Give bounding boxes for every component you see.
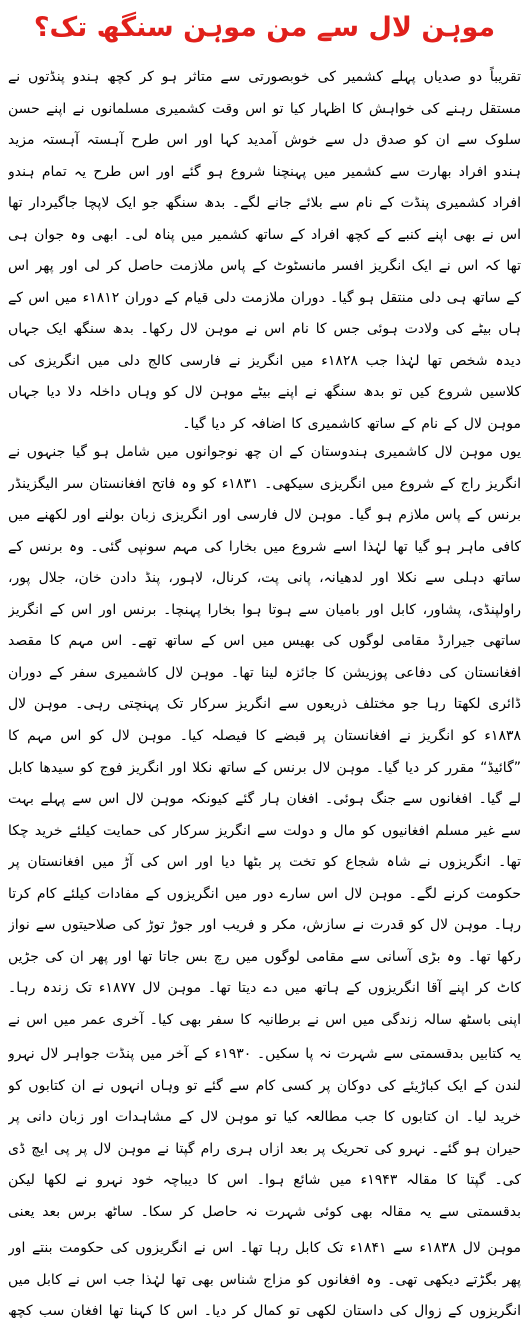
article-paragraph: یوں موہن لال کاشمیری ہندوستان کے ان چھ نوجوانوں میں شامل ہو گیا جنہوں نے انگریز راج کے شروع میں انگریزی سیکھی۔ ۱۸۳۱ء کو وہ فاتح افغانستان سر الیگزینڈر برنس کے پاس ملازم ہو گیا۔ موہن لال فارسی اور انگریزی زبان بولنے اور لکھنے میں کافی ماہر ہو گیا تھا لہٰذا اسے شروع میں بخارا کی مہم سونپی گئی۔ وہ برنس کے ساتھ دہلی سے نکلا اور لدھیانہ، پانی پت، کرنال، لاہور، پنڈ دادن خان، جلال پور، راولپنڈی، پشاور، کابل اور بامیان سے ہوتا ہوا بخارا پہنچا۔ برنس اور اس کے انگریز ساتھی جیرارڈ مقامی لوگوں کی بھیس میں اس کے ساتھ تھے۔ اس مہم کا مقصد افغانستان کی دفاعی پوزیشن کا جائزہ لینا تھا۔ موہن لال کاشمیری سفر کے دوران ڈائری لکھتا رہا جو مختلف ذریعوں سے انگریز سرکار تک پہنچتی رہی۔ موہن لال [8,444,521,712]
article-paragraph: موہن لال ۱۸۳۸ء سے ۱۸۴۱ء تک کابل رہا تھا۔ اس نے انگریزوں کی حکومت بنتے اور پھر بگڑتے دیکھی تھی۔ وہ افغانوں کو مزاج شناس بھی تھا لہٰذا جب اس نے کابل میں انگریزوں کے زوال کی داستان لکھی تو کمال کر دیا۔ اس کا کہنا تھا افغان سب کچھ [8,1240,521,1319]
article-paragraph: تقریباً دو صدیاں پہلے کشمیر کی خوبصورتی سے متاثر ہو کر کچھ ہندو پنڈتوں نے مستقل رہنے کی خواہش کا اظہار کیا تو اس وقت کشمیری مسلمانوں نے اپنے حسن سلوک سے ان کو صدق دل سے خوش آمدید کہا اور اس طرح آہستہ آہستہ مزید ہندو افراد بھارت سے کشمیر میں پہنچنا شروع ہو گئے اور اس طرح یہ تمام ہندو افراد کشمیری پنڈت کے نام سے بلائے جانے لگے۔ بدھ سنگھ جو ایک لاپچا جاگیردار تھا اس نے بھی اپنے کنبے کے کچھ افراد کے ساتھ کشمیر میں پناہ لی۔ ابھی وہ جوان ہی تھا کہ اس نے ایک انگریز افسر مانسٹوٹ کے پاس ملازمت حاصل کر لی اور پھر اس کے ساتھ ہی دلی منتقل ہو گیا۔ دوران ملازمت دلی قیام کے دوران ۱۸۱۲ء میں اس کے ہاں بیٹے کی ولادت ہوئی جس کا نام اس نے موہن لال رکھا۔ بدھ سنگھ ایک جہاں دیدہ شخص تھا لہٰذا جب ۱۸۲۸ء میں انگریز نے فارسی کالج دلی میں انگریزی کی کلاسیں شروع کیں تو بدھ سنگھ نے اپنے بیٹے موہن لال کو وہاں داخلہ دلا دیا جہاں موہن لال کے نام کے ساتھ کاشمیری کا اضافہ کر دیا گیا۔ [8,69,521,432]
article-paragraph: یہ کتابیں بدقسمتی سے شہرت نہ پا سکیں۔ ۱۹۳۰ء کے آخر میں پنڈت جواہر لال نہرو لندن کے ایک کباڑیئے کی دوکان پر کسی کام سے گئے تو وہاں انہوں نے ان کتابوں کو خرید لیا۔ ان کتابوں کا جب مطالعہ کیا تو موہن لال کے مشاہدات اور زبان دانی پر حیران ہو گئے۔ نہرو کی تحریک پر بعد ازاں ہری رام گپتا نے موہن لال پر پی ایچ ڈی کی۔ گپتا کا مقالہ ۱۹۴۳ء میں شائع ہوا۔ اس کا دیباچہ خود نہرو نے لکھا لیکن بدقسمتی سے یہ مقالہ بھی کوئی شہرت نہ حاصل کر سکا۔ ساٹھ برس بعد یعنی [8,1046,521,1220]
article-paragraph: ۱۸۳۸ء کو انگریز نے افغانستان پر قبضے کا فیصلہ کیا۔ موہن لال کو اس مہم کا ”گائیڈ“ مقرر کر دیا گیا۔ موہن لال برنس کے ساتھ نکلا اور انگریز فوج کو سیدھا کابل لے گیا۔ افغانوں سے جنگ ہوئی۔ افغان ہار گئے کیونکہ موہن لال اس سے پہلے بہت سے غیر مسلم افغانیوں کو مال و دولت سے انگریز سرکار کی حمایت کیلئے خرید چکا تھا۔ انگریزوں نے شاہ شجاع کو تخت پر بٹھا دیا اور اس کی آڑ میں افغانستان پر حکومت کرنے لگے۔ موہن لال اس سارے دور میں انگریزوں کے مفادات کیلئے کام کرتا رہا۔ موہن لال کو قدرت نے سازش، مکر و فریب اور جوڑ توڑ کی صلاحیتوں سے نواز رکھا تھا۔ وہ بڑی آسانی سے مقامی لوگوں میں رچ بس جاتا تھا اور پھر ان کی جڑیں کاٹ کر اپنے آقا انگریزوں کے ہاتھ میں دے دیتا تھا۔ موہن لال ۱۸۷۷ء تک زندہ رہا۔ اپنی باسٹھ سالہ زندگی میں اس نے برطانیہ کا سفر بھی کیا۔ آخری عمر میں اس نے [8,728,521,1028]
article-title: موہن لال سے من موہن سنگھ تک؟ [33,12,496,43]
